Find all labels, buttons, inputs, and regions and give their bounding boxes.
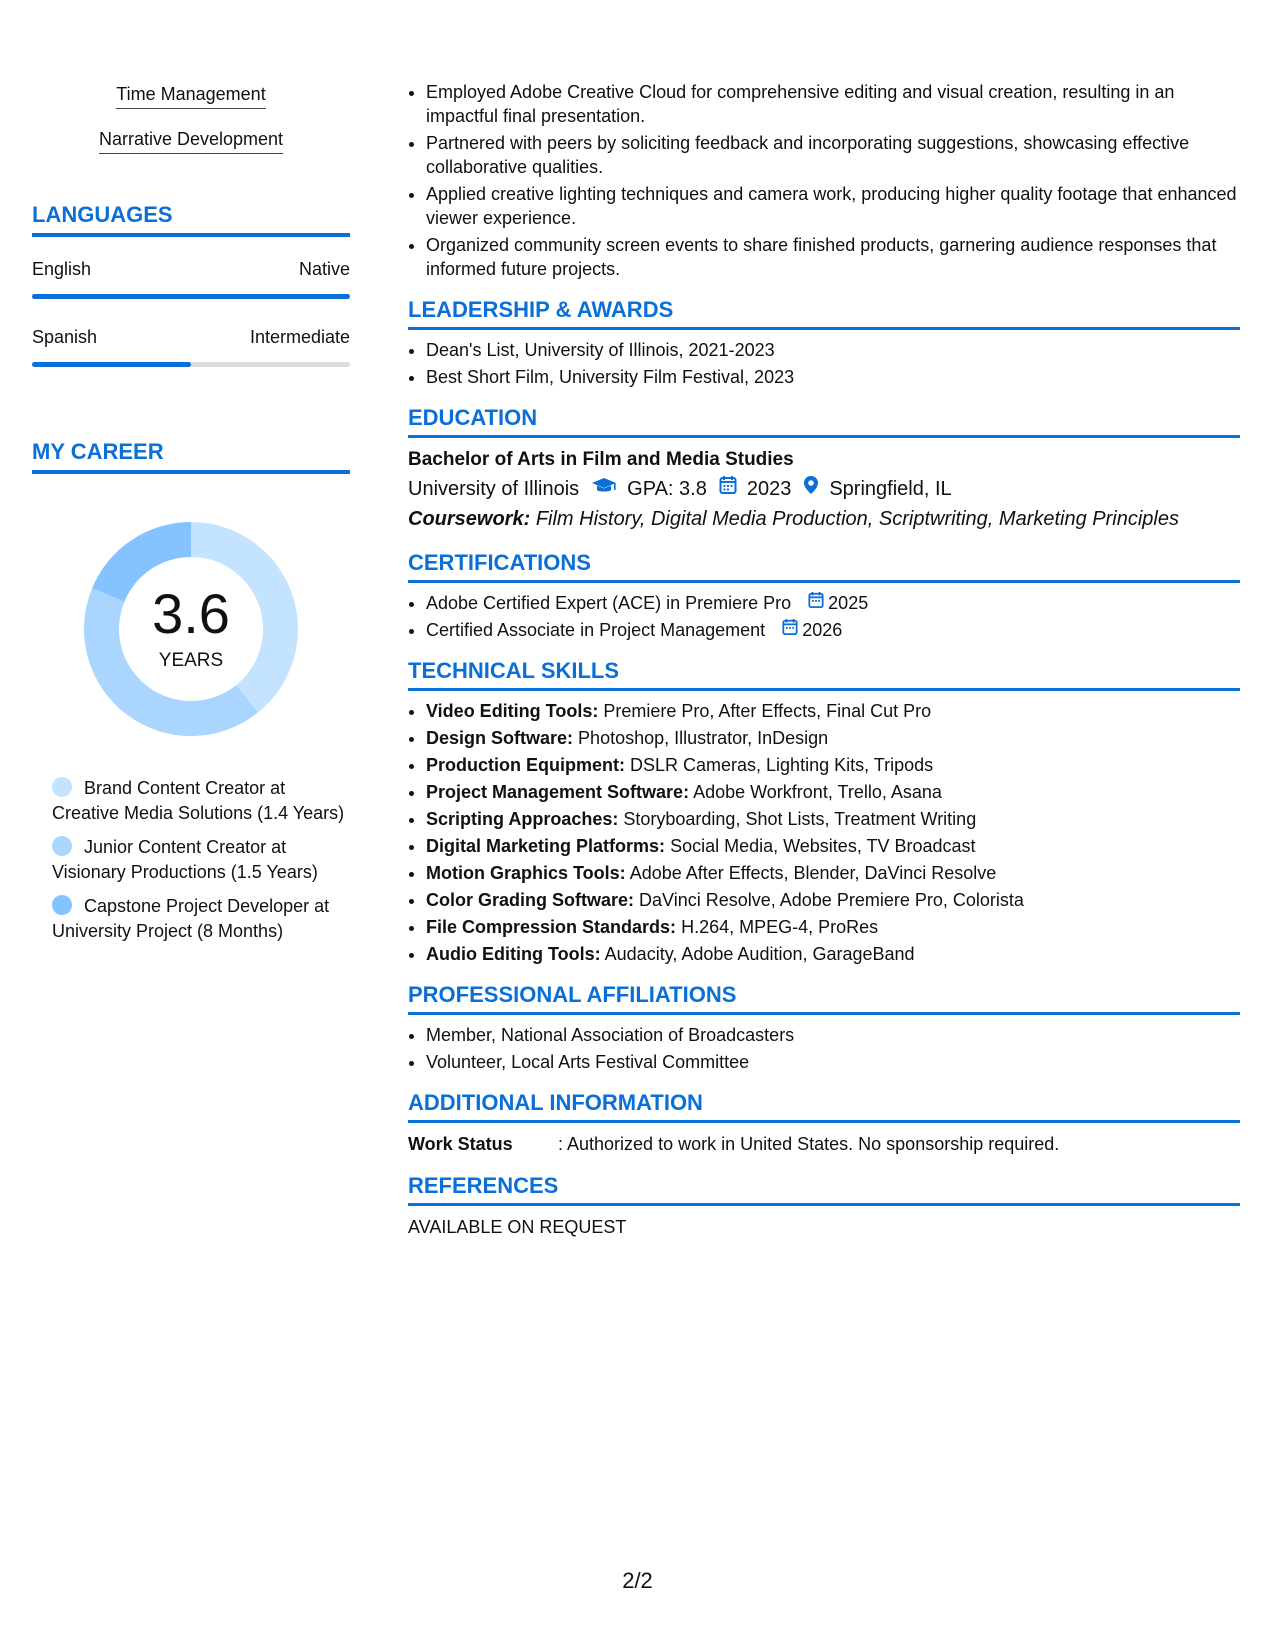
coursework [408,504,1240,534]
list-item [426,780,1240,804]
section-heading: REFERENCES [408,1173,1240,1206]
skill-tag: Time Management [116,84,265,109]
references-section [408,1173,1240,1240]
career-legend-text: Brand Content Creator at Creative Media Solutions (1.4 Years) [52,778,345,823]
left-column [32,84,350,953]
page-number: 2/2 [622,1568,653,1593]
gpa: GPA: 3.8 [627,478,707,500]
career-donut-chart [76,514,306,744]
skill-label: Digital Marketing Platforms: [426,836,666,856]
skill-tag: Narrative Development [99,129,283,154]
list-item [426,618,1240,642]
calendar-icon [808,591,824,615]
section-heading: EDUCATION [408,405,1240,438]
list-item [426,807,1240,831]
list-item [426,834,1240,858]
career-total-unit: YEARS [158,650,224,671]
coursework-list: Film History, Digital Media Production, Scriptwriting, Marketing Principles [535,508,1179,530]
section-heading: PROFESSIONAL AFFILIATIONS [408,982,1240,1015]
skill-value: DaVinci Resolve, Adobe Premiere Pro, Colorista [639,890,1024,910]
calendar-icon [719,474,737,504]
section-heading: CERTIFICATIONS [408,550,1240,583]
list-item: • Member, National Association of Broadcasters [426,1023,1240,1047]
list-item [426,888,1240,912]
list-item: • Employed Adobe Creative Cloud for comprehensive editing and visual creation, resulting in an impactful final presentation. [426,80,1240,128]
language-item [32,327,350,367]
career-heading: MY CAREER [32,439,350,474]
language-name: Spanish [32,327,98,347]
career-legend-text: Capstone Project Developer at University Project (8 Months) [52,896,330,941]
skill-label: Project Management Software: [426,782,690,802]
list-item [426,753,1240,777]
legend-dot [52,777,72,797]
skill-value: Social Media, Websites, TV Broadcast [670,836,976,856]
graduation-cap-icon [591,474,617,504]
list-item: • Organized community screen events to share finished products, garnering audience responses that informed future projects. [426,233,1240,281]
skill-value: Adobe After Effects, Blender, DaVinci Resolve [629,863,997,883]
list-item [426,861,1240,885]
skill-label: File Compression Standards: [426,917,677,937]
list-item [426,591,1240,615]
skill-label: Color Grading Software: [426,890,635,910]
list-item [426,699,1240,723]
career-legend-item [32,776,350,826]
work-status-value: : Authorized to work in United States. No sponsorship required. [558,1134,1060,1154]
career-legend [32,776,350,944]
graduation-year: 2023 [746,478,792,500]
list-item: • Dean's List, University of Illinois, 2021-2023 [426,338,1240,362]
section-heading: LEADERSHIP & AWARDS [408,297,1240,330]
school-name: University of Illinois [408,478,580,500]
skill-label: Scripting Approaches: [426,809,619,829]
technical-skills-section [408,658,1240,966]
references-text: AVAILABLE ON REQUEST [408,1217,627,1237]
section-heading: TECHNICAL SKILLS [408,658,1240,691]
skill-value: Photoshop, Illustrator, InDesign [578,728,829,748]
affiliations-section [408,982,1240,1074]
language-level: Native [298,259,350,279]
career-total-years: 3.6 [152,582,230,645]
skill-label: Motion Graphics Tools: [426,863,626,883]
list-item: • Volunteer, Local Arts Festival Committee [426,1050,1240,1074]
skill-value: Audacity, Adobe Audition, GarageBand [604,944,915,964]
career-legend-item [32,894,350,944]
languages-heading: LANGUAGES [32,202,350,237]
skill-value: Premiere Pro, After Effects, Final Cut Pro [603,701,932,721]
career-legend-text: Junior Content Creator at Visionary Productions (1.5 Years) [52,837,318,882]
skill-label: Audio Editing Tools: [426,944,601,964]
certification-date: 2025 [828,593,869,613]
calendar-icon [782,618,798,642]
list-item [426,915,1240,939]
additional-information-section [408,1090,1240,1157]
list-item: • Applied creative lighting techniques and camera work, producing higher quality footage that enhanced viewer experience. [426,182,1240,230]
coursework-label: Coursework: [408,508,531,530]
legend-dot [52,836,72,856]
language-proficiency-fill [32,362,191,367]
career-legend-item [32,835,350,885]
experience-bullets [408,80,1240,281]
skill-label: Video Editing Tools: [426,701,599,721]
certification-name: Certified Associate in Project Management [426,620,766,640]
language-item [32,259,350,299]
leadership-section [408,297,1240,389]
certification-date: 2026 [802,620,843,640]
language-proficiency-bar [32,362,350,367]
education-section [408,405,1240,534]
list-item: • Best Short Film, University Film Festival, 2023 [426,365,1240,389]
work-status-row [408,1131,1240,1157]
language-level: Intermediate [249,327,350,347]
degree-title: Bachelor of Arts in Film and Media Studies [408,449,794,470]
skill-value: Storyboarding, Shot Lists, Treatment Writing [623,809,977,829]
school-location: Springfield, IL [829,478,952,500]
legend-dot [52,895,72,915]
certification-name: Adobe Certified Expert (ACE) in Premiere Pro [426,593,792,613]
section-heading: ADDITIONAL INFORMATION [408,1090,1240,1123]
work-status-label: Work Status [408,1134,513,1154]
language-proficiency-bar [32,294,350,299]
skill-label: Design Software: [426,728,574,748]
location-pin-icon [803,474,819,504]
certifications-section [408,550,1240,642]
language-name: English [32,259,92,279]
list-item: • Partnered with peers by soliciting feedback and incorporating suggestions, showcasing effective collaborative qualities. [426,131,1240,179]
education-details [408,474,1240,504]
list-item [426,726,1240,750]
skill-value: Adobe Workfront, Trello, Asana [693,782,942,802]
skill-value: DSLR Cameras, Lighting Kits, Tripods [630,755,934,775]
right-column [408,80,1240,1240]
skill-value: H.264, MPEG-4, ProRes [681,917,879,937]
list-item [426,942,1240,966]
skill-label: Production Equipment: [426,755,625,775]
language-proficiency-fill [32,294,350,299]
